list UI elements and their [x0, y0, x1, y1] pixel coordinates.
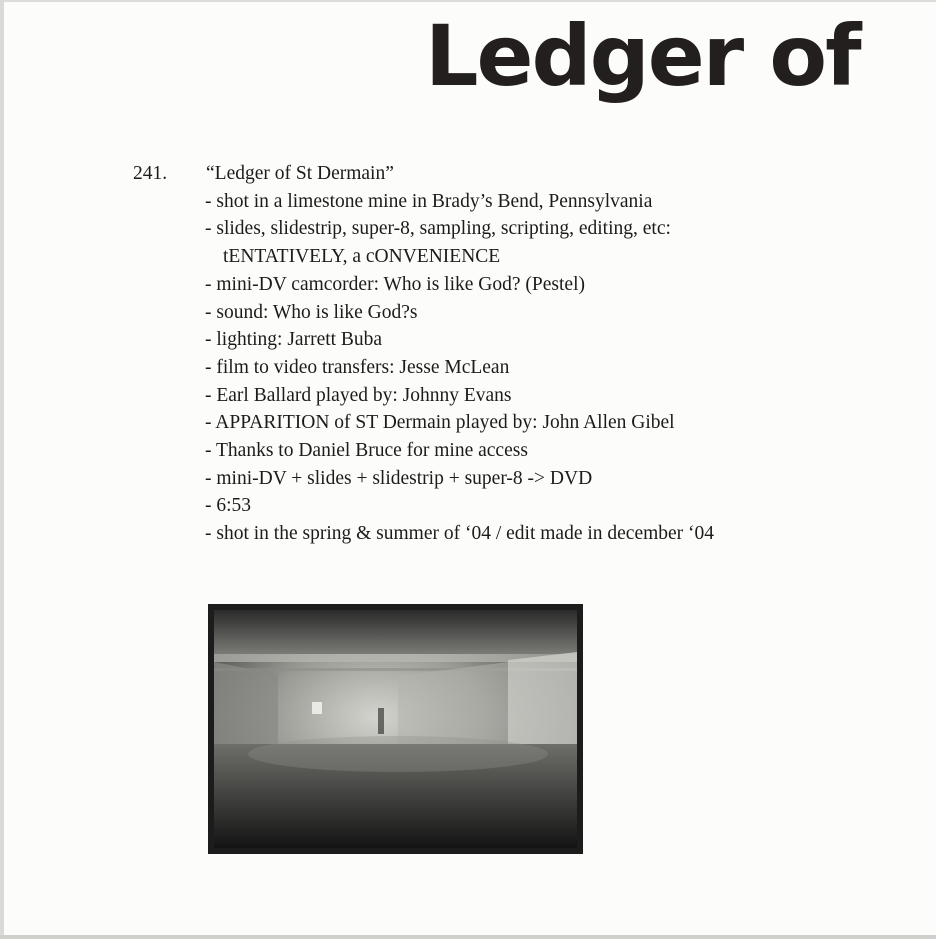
mine-tunnel-image: [208, 604, 583, 854]
credit-item-media-credit: tENTATIVELY, a cONVENIENCE: [223, 246, 501, 268]
credit-item-lighting: - lighting: Jarrett Buba: [205, 329, 383, 351]
credit-item-earl-ballard: - Earl Ballard played by: Johnny Evans: [205, 384, 512, 406]
credit-item-sound: - sound: Who is like God?s: [205, 301, 418, 323]
credit-item-dates: - shot in the spring & summer of ‘04 / edit made in december ‘04: [205, 523, 715, 545]
credit-item-duration: - 6:53: [205, 495, 252, 517]
credit-item-thanks: - Thanks to Daniel Bruce for mine access: [205, 440, 528, 462]
entry-number: 241.: [133, 163, 168, 184]
credit-item-transfers: - film to video transfers: Jesse McLean: [205, 356, 510, 378]
page-edge-bottom: [0, 935, 936, 939]
page-heading: Ledger of: [425, 7, 860, 105]
credit-item-apparition: - APPARITION of ST Dermain played by: John Allen Gibel: [205, 412, 675, 434]
page-edge-top: [0, 0, 936, 2]
credit-item-location: - shot in a limestone mine in Brady’s Bend, Pennsylvania: [205, 190, 653, 212]
entry-title: “Ledger of St Dermain”: [206, 163, 394, 184]
film-still-photo: [208, 604, 583, 854]
page-edge-left: [0, 0, 4, 939]
credit-item-camcorder: - mini-DV camcorder: Who is like God? (Pestel): [205, 273, 585, 295]
credits-list: [205, 188, 845, 548]
credit-item-media: - slides, slidestrip, super-8, sampling, scripting, editing, etc: tENTATIVELY, a cONVENIENCE: [205, 215, 845, 270]
credit-item-format: - mini-DV + slides + slidestrip + super-8 -> DVD: [205, 467, 593, 489]
